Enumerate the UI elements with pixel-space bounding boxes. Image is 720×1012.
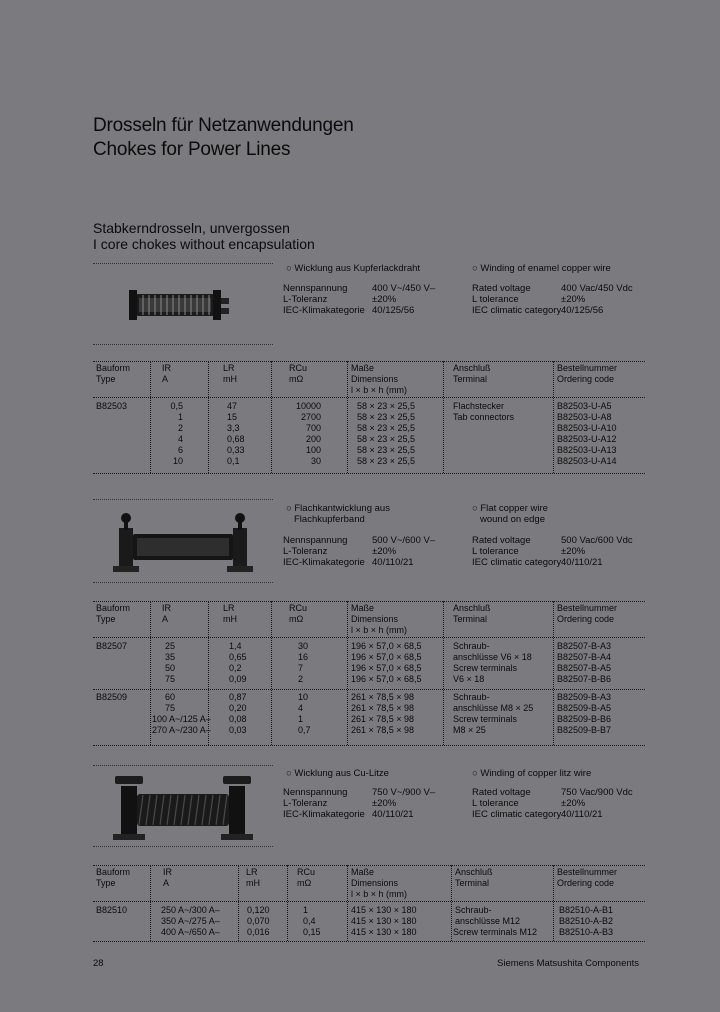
spec-label: Nennspannung xyxy=(283,787,348,798)
table-cell: 0,5 xyxy=(170,401,183,411)
table-cell: 261 × 78,5 × 98 xyxy=(351,692,415,702)
col-header: mΩ xyxy=(297,878,312,888)
table-cell: 0,4 xyxy=(303,916,316,926)
data-table-1 xyxy=(93,361,645,475)
table-cell: B82510-A-B1 xyxy=(559,905,614,915)
col-header: Bauform xyxy=(96,867,131,877)
table-cell: B82503-U-A10 xyxy=(557,423,617,433)
table-cell: 0,03 xyxy=(229,725,247,735)
table-cell: 400 A~/650 A– xyxy=(161,927,220,937)
spec-label: Rated voltage xyxy=(472,283,531,294)
page-title xyxy=(93,114,354,162)
col-header: RCu xyxy=(289,603,308,613)
table-cell: 30 xyxy=(298,641,309,651)
table-cell: anschlüsse M12 xyxy=(455,916,521,926)
table-cell: 4 xyxy=(177,434,183,444)
spec-value: ±20% xyxy=(372,798,397,809)
table-cell: 10 xyxy=(172,456,183,466)
col-header: Anschluß xyxy=(453,363,491,373)
col-header: IR xyxy=(162,363,171,373)
table-cell: 0,120 xyxy=(247,905,270,915)
winding-en-line: wound on edge xyxy=(480,514,545,525)
subtitle-en: I core chokes without encapsulation xyxy=(93,236,315,252)
table-cell: 0,68 xyxy=(227,434,245,444)
table-cell: 261 × 78,5 × 98 xyxy=(351,725,415,735)
table-cell: 60 xyxy=(164,692,175,702)
col-header: Type xyxy=(96,374,116,384)
spec-value: 400 V~/450 V– xyxy=(372,283,436,294)
spec-value: ±20% xyxy=(561,798,586,809)
specs-en-1 xyxy=(472,283,662,319)
choke-photo-3-icon xyxy=(93,766,273,846)
col-header: Type xyxy=(96,878,116,888)
type-cell: B82509 xyxy=(96,692,128,702)
col-header: Maße xyxy=(351,363,375,373)
spec-label: L-Toleranz xyxy=(283,294,328,305)
table-cell: 58 × 23 × 25,5 xyxy=(357,445,416,455)
choke-photo-1-icon xyxy=(93,264,273,344)
table-cell: 100 xyxy=(305,445,321,455)
spec-value: 750 V~/900 V– xyxy=(372,787,436,798)
col-header: Anschluß xyxy=(455,867,493,877)
table-cell: 50 xyxy=(164,663,175,673)
table-cell: 415 × 130 × 180 xyxy=(351,927,417,937)
table-cell: 58 × 23 × 25,5 xyxy=(357,401,416,411)
table-cell: B82507-B-A5 xyxy=(557,663,612,673)
spec-value: 40/110/21 xyxy=(372,809,414,820)
table-cell: 0,65 xyxy=(229,652,247,662)
col-header: A xyxy=(162,374,169,384)
table-cell: 0,2 xyxy=(229,663,242,673)
table-cell: B82503-U-A8 xyxy=(557,412,612,422)
spec-value: 500 V~/600 V– xyxy=(372,535,436,546)
choke-image-3 xyxy=(93,765,273,847)
table-cell: 47 xyxy=(227,401,238,411)
col-header: Ordering code xyxy=(557,878,615,888)
col-header: LR xyxy=(246,867,258,877)
table-cell: 4 xyxy=(298,703,304,713)
table-cell: B82510-A-B3 xyxy=(559,927,614,937)
col-header: Terminal xyxy=(453,614,488,624)
table-cell: 30 xyxy=(310,456,321,466)
type-cell: B82503 xyxy=(96,401,128,411)
col-header: Dimensions xyxy=(351,614,399,624)
col-header: Type xyxy=(96,614,116,624)
col-header: LR xyxy=(223,363,235,373)
col-header: Anschluß xyxy=(453,603,491,613)
table-cell: 10000 xyxy=(295,401,321,411)
terminal-cell: V6 × 18 xyxy=(453,674,485,684)
col-header: Bestellnummer xyxy=(557,363,618,373)
spec-label: IEC-Klimakategorie xyxy=(283,809,365,820)
table-cell: 7 xyxy=(298,663,304,673)
specs-de-3 xyxy=(283,787,463,823)
table-cell: 350 A~/275 A– xyxy=(161,916,220,926)
table-cell: B82507-B-A3 xyxy=(557,641,612,651)
spec-label: IEC-Klimakategorie xyxy=(283,305,365,316)
col-header: IR xyxy=(163,867,172,877)
table-cell: 200 xyxy=(305,434,321,444)
table-cell: 2700 xyxy=(300,412,321,422)
terminal-cell: M8 × 25 xyxy=(453,725,486,735)
col-header: IR xyxy=(162,603,171,613)
data-table-3 xyxy=(93,865,645,943)
table-cell: 3,3 xyxy=(227,423,240,433)
winding-note-de-2 xyxy=(286,503,390,525)
terminal-cell: Tab connectors xyxy=(453,412,515,422)
spec-value: 500 Vac/600 Vdc xyxy=(561,535,633,546)
table-cell: 25 xyxy=(164,641,175,651)
table-cell: 261 × 78,5 × 98 xyxy=(351,703,415,713)
table-cell: 196 × 57,0 × 68,5 xyxy=(351,652,422,662)
choke-image-1 xyxy=(93,263,273,345)
col-header: Dimensions xyxy=(351,878,399,888)
table-cell: B82503-U-A13 xyxy=(557,445,617,455)
col-header: LR xyxy=(223,603,235,613)
col-header: mH xyxy=(223,614,237,624)
table-cell: 196 × 57,0 × 68,5 xyxy=(351,641,422,651)
table-cell: 100 A~/125 A– xyxy=(152,714,211,724)
table-cell: 270 A~/230 A– xyxy=(152,725,211,735)
table-cell: B82509-B-A5 xyxy=(557,703,612,713)
section-subtitle xyxy=(93,220,315,252)
col-header: Maße xyxy=(351,867,375,877)
table-cell: 1,4 xyxy=(229,641,242,651)
type-cell: B82507 xyxy=(96,641,128,651)
winding-note-en-3: ○ Winding of copper litz wire xyxy=(472,768,592,779)
table-cell: 58 × 23 × 25,5 xyxy=(357,423,416,433)
terminal-cell: Screw terminals xyxy=(453,714,518,724)
subtitle-de: Stabkerndrosseln, unvergossen xyxy=(93,220,290,236)
spec-label: L-Toleranz xyxy=(283,546,328,557)
data-table-2 xyxy=(93,601,645,747)
table-cell: 0,33 xyxy=(227,445,245,455)
table-cell: 58 × 23 × 25,5 xyxy=(357,434,416,444)
winding-note-en-2 xyxy=(472,503,548,525)
col-header: mΩ xyxy=(289,614,304,624)
table-cell: 0,08 xyxy=(229,714,247,724)
col-header: Bauform xyxy=(96,363,131,373)
col-header: Terminal xyxy=(453,374,488,384)
spec-value: 40/110/21 xyxy=(372,557,414,568)
winding-note-en-1: ○ Winding of enamel copper wire xyxy=(472,263,611,274)
table-cell: 10 xyxy=(298,692,309,702)
spec-value: 40/125/56 xyxy=(561,305,604,316)
winding-en-line: ○ Flat copper wire xyxy=(472,503,548,514)
spec-label: Rated voltage xyxy=(472,787,531,798)
col-header: mΩ xyxy=(289,374,304,384)
terminal-cell: Screw terminals xyxy=(453,663,518,673)
terminal-cell: anschlüsse V6 × 18 xyxy=(453,652,532,662)
col-header: A xyxy=(163,878,170,888)
winding-de-line: Flachkupferband xyxy=(294,514,365,525)
table-cell: 16 xyxy=(298,652,309,662)
table-cell: 0,20 xyxy=(229,703,247,713)
spec-value: ±20% xyxy=(372,546,397,557)
col-header: Terminal xyxy=(455,878,490,888)
col-header: RCu xyxy=(289,363,308,373)
spec-label: IEC climatic category xyxy=(472,305,562,316)
table-cell: B82503-U-A14 xyxy=(557,456,617,466)
col-header: mH xyxy=(223,374,237,384)
table-cell: 0,1 xyxy=(227,456,240,466)
page-number: 28 xyxy=(93,958,104,969)
table-cell: Schraub- xyxy=(455,905,492,915)
table-cell: 0,09 xyxy=(229,674,247,684)
spec-label: IEC climatic category xyxy=(472,809,562,820)
specs-de-1 xyxy=(283,283,463,319)
col-header: l × b × h (mm) xyxy=(351,889,408,899)
specs-en-2 xyxy=(472,535,662,571)
table-cell: B82510-A-B2 xyxy=(559,916,614,926)
spec-value: ±20% xyxy=(372,294,397,305)
table-cell: 1 xyxy=(303,905,309,915)
table-cell: 1 xyxy=(298,714,304,724)
spec-value: 40/125/56 xyxy=(372,305,415,316)
spec-label: L tolerance xyxy=(472,798,519,809)
title-en: Chokes for Power Lines xyxy=(93,139,291,160)
spec-label: L tolerance xyxy=(472,294,519,305)
spec-label: Nennspannung xyxy=(283,283,348,294)
terminal-cell: anschlüsse M8 × 25 xyxy=(453,703,534,713)
table-cell: 2 xyxy=(177,423,183,433)
table-cell: 1 xyxy=(177,412,183,422)
table-cell: B82503-U-A5 xyxy=(557,401,612,411)
table-cell: 6 xyxy=(177,445,183,455)
table-cell: 0,7 xyxy=(298,725,311,735)
choke-image-2 xyxy=(93,499,273,583)
table-cell: 58 × 23 × 25,5 xyxy=(357,456,416,466)
table-cell: B82503-U-A12 xyxy=(557,434,617,444)
title-de: Drosseln für Netzanwendungen xyxy=(93,115,354,136)
table-cell: 35 xyxy=(164,652,175,662)
table-cell: 0,070 xyxy=(247,916,270,926)
table-cell: 58 × 23 × 25,5 xyxy=(357,412,416,422)
col-header: mH xyxy=(246,878,260,888)
winding-note-de-3: ○ Wicklung aus Cu-Litze xyxy=(286,768,389,779)
col-header: Bauform xyxy=(96,603,131,613)
table-cell: 0,87 xyxy=(229,692,247,702)
col-header: Bestellnummer xyxy=(557,603,618,613)
table-cell: 700 xyxy=(305,423,321,433)
table-cell: B82509-B-B6 xyxy=(557,714,612,724)
spec-value: 40/110/21 xyxy=(561,809,603,820)
spec-value: ±20% xyxy=(561,546,586,557)
table-cell: 250 A~/300 A– xyxy=(161,905,220,915)
spec-label: L tolerance xyxy=(472,546,519,557)
col-header: l × b × h (mm) xyxy=(351,385,408,395)
table-cell: B82507-B-A4 xyxy=(557,652,612,662)
col-header: Ordering code xyxy=(557,374,615,384)
spec-label: IEC-Klimakategorie xyxy=(283,557,365,568)
col-header: RCu xyxy=(297,867,316,877)
table-cell: Screw terminals M12 xyxy=(453,927,538,937)
winding-de-line: ○ Flachkantwicklung aus xyxy=(286,503,390,514)
choke-photo-2-icon xyxy=(93,500,273,582)
col-header: Maße xyxy=(351,603,375,613)
spec-value: 400 Vac/450 Vdc xyxy=(561,283,633,294)
table-cell: 2 xyxy=(298,674,304,684)
table-cell: 75 xyxy=(164,674,175,684)
table-cell: 261 × 78,5 × 98 xyxy=(351,714,415,724)
table-cell: B82509-B-A3 xyxy=(557,692,612,702)
col-header: Ordering code xyxy=(557,614,615,624)
terminal-cell: Schraub- xyxy=(453,692,490,702)
col-header: Bestellnummer xyxy=(557,867,618,877)
terminal-cell: Schraub- xyxy=(453,641,490,651)
spec-value: 40/110/21 xyxy=(561,557,603,568)
spec-label: IEC climatic category xyxy=(472,557,562,568)
spec-label: Rated voltage xyxy=(472,535,531,546)
type-cell: B82510 xyxy=(96,905,128,915)
specs-en-3 xyxy=(472,787,662,823)
spec-label: L-Toleranz xyxy=(283,798,328,809)
table-cell: 196 × 57,0 × 68,5 xyxy=(351,663,422,673)
winding-note-de-1: ○ Wicklung aus Kupferlackdraht xyxy=(286,263,421,274)
col-header: A xyxy=(162,614,169,624)
table-cell: 15 xyxy=(227,412,238,422)
col-header: Dimensions xyxy=(351,374,399,384)
table-cell: 196 × 57,0 × 68,5 xyxy=(351,674,422,684)
table-cell: 415 × 130 × 180 xyxy=(351,916,417,926)
spec-value: ±20% xyxy=(561,294,586,305)
terminal-cell: Flachstecker xyxy=(453,401,505,411)
spec-label: Nennspannung xyxy=(283,535,348,546)
footer-company: Siemens Matsushita Components xyxy=(497,958,640,969)
table-cell: B82507-B-B6 xyxy=(557,674,612,684)
spec-value: 750 Vac/900 Vdc xyxy=(561,787,633,798)
table-cell: 75 xyxy=(164,703,175,713)
table-cell: B82509-B-B7 xyxy=(557,725,612,735)
table-cell: 415 × 130 × 180 xyxy=(351,905,417,915)
table-cell: 0,15 xyxy=(303,927,321,937)
table-cell: 0,016 xyxy=(247,927,270,937)
col-header: l × b × h (mm) xyxy=(351,625,408,635)
specs-de-2 xyxy=(283,535,463,571)
